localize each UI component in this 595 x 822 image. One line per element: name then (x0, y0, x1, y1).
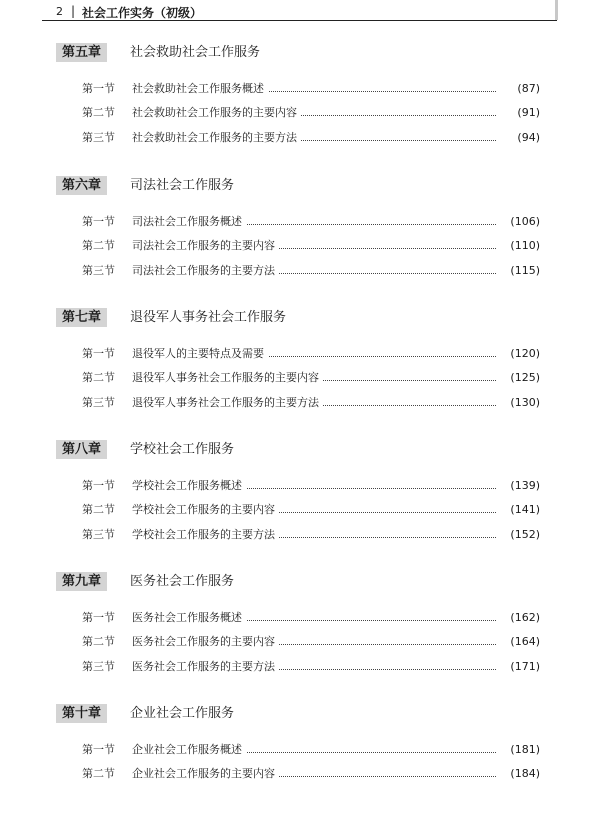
section-number: 第二节 (82, 635, 115, 648)
chapter-title: 退役军人事务社会工作服务 (130, 310, 287, 325)
section-number: 第二节 (82, 239, 115, 252)
toc-entry[interactable] (82, 130, 540, 146)
section-title: 企业社会工作服务概述 (132, 742, 246, 758)
page-reference: (152) (506, 527, 540, 543)
chapter-number: 第九章 (56, 572, 107, 591)
toc-entry[interactable] (82, 263, 540, 279)
section-number: 第一节 (82, 611, 115, 624)
section-number: 第二节 (82, 371, 115, 384)
section-number: 第三节 (82, 131, 115, 144)
toc-entry[interactable] (82, 105, 540, 121)
chapter-number: 第十章 (56, 704, 107, 723)
chapter-title: 司法社会工作服务 (130, 178, 235, 193)
page-reference: (87) (513, 81, 540, 97)
section-title: 社会救助社会工作服务的主要方法 (132, 130, 301, 146)
chapter-number: 第六章 (56, 176, 107, 195)
page-reference: (171) (506, 659, 540, 675)
toc-entry[interactable] (82, 395, 540, 411)
page-reference: (115) (506, 263, 540, 279)
header-separator: | (71, 4, 76, 18)
section-title: 社会救助社会工作服务的主要内容 (132, 105, 301, 121)
toc-entry[interactable] (82, 659, 540, 675)
page-reference: (120) (506, 346, 540, 362)
section-title: 退役军人事务社会工作服务的主要内容 (132, 370, 323, 386)
toc-entry[interactable] (82, 502, 540, 518)
chapter-number: 第七章 (56, 308, 107, 327)
section-title: 司法社会工作服务概述 (132, 214, 246, 230)
toc-entry[interactable] (82, 742, 540, 758)
section-title: 医务社会工作服务概述 (132, 610, 246, 626)
page-reference: (91) (513, 105, 540, 121)
page-reference: (184) (506, 766, 540, 782)
toc-entry[interactable] (82, 238, 540, 254)
page-reference: (106) (506, 214, 540, 230)
section-number: 第二节 (82, 503, 115, 516)
toc-entry[interactable] (82, 81, 540, 97)
toc-entry[interactable] (82, 527, 540, 543)
section-title: 退役军人事务社会工作服务的主要方法 (132, 395, 323, 411)
section-title: 学校社会工作服务概述 (132, 478, 246, 494)
section-title: 学校社会工作服务的主要方法 (132, 527, 279, 543)
page-reference: (139) (506, 478, 540, 494)
toc-entry[interactable] (82, 370, 540, 386)
section-number: 第一节 (82, 743, 115, 756)
page-reference: (162) (506, 610, 540, 626)
section-number: 第三节 (82, 264, 115, 277)
section-number: 第三节 (82, 660, 115, 673)
page-reference: (130) (506, 395, 540, 411)
page-reference: (94) (513, 130, 540, 146)
header-corner-mark (555, 0, 558, 20)
page-reference: (125) (506, 370, 540, 386)
section-title: 司法社会工作服务的主要内容 (132, 238, 279, 254)
section-title: 企业社会工作服务的主要内容 (132, 766, 279, 782)
section-number: 第二节 (82, 106, 115, 119)
section-number: 第一节 (82, 479, 115, 492)
toc-entry[interactable] (82, 346, 540, 362)
chapter-number: 第五章 (56, 43, 107, 62)
toc-entry[interactable] (82, 214, 540, 230)
section-number: 第一节 (82, 347, 115, 360)
toc-entry[interactable] (82, 634, 540, 650)
chapter-title: 社会救助社会工作服务 (130, 45, 261, 60)
section-title: 医务社会工作服务的主要方法 (132, 659, 279, 675)
header-rule (42, 20, 557, 21)
page-reference: (181) (506, 742, 540, 758)
page-reference: (164) (506, 634, 540, 650)
chapter-title: 企业社会工作服务 (130, 706, 235, 721)
chapter-number: 第八章 (56, 440, 107, 459)
page-reference: (141) (506, 502, 540, 518)
section-title: 学校社会工作服务的主要内容 (132, 502, 279, 518)
running-header (0, 0, 595, 20)
section-title: 社会救助社会工作服务概述 (132, 81, 268, 97)
section-number: 第一节 (82, 215, 115, 228)
toc-entry[interactable] (82, 610, 540, 626)
page-number: 2 (56, 5, 63, 18)
section-number: 第二节 (82, 767, 115, 780)
section-title: 司法社会工作服务的主要方法 (132, 263, 279, 279)
book-title: 社会工作实务（初级） (82, 6, 203, 20)
section-title: 退役军人的主要特点及需要 (132, 346, 268, 362)
toc-entry[interactable] (82, 478, 540, 494)
toc-entry[interactable] (82, 766, 540, 782)
chapter-title: 医务社会工作服务 (130, 574, 235, 589)
section-number: 第三节 (82, 396, 115, 409)
section-number: 第三节 (82, 528, 115, 541)
section-number: 第一节 (82, 82, 115, 95)
chapter-title: 学校社会工作服务 (130, 442, 235, 457)
section-title: 医务社会工作服务的主要内容 (132, 634, 279, 650)
page-reference: (110) (506, 238, 540, 254)
